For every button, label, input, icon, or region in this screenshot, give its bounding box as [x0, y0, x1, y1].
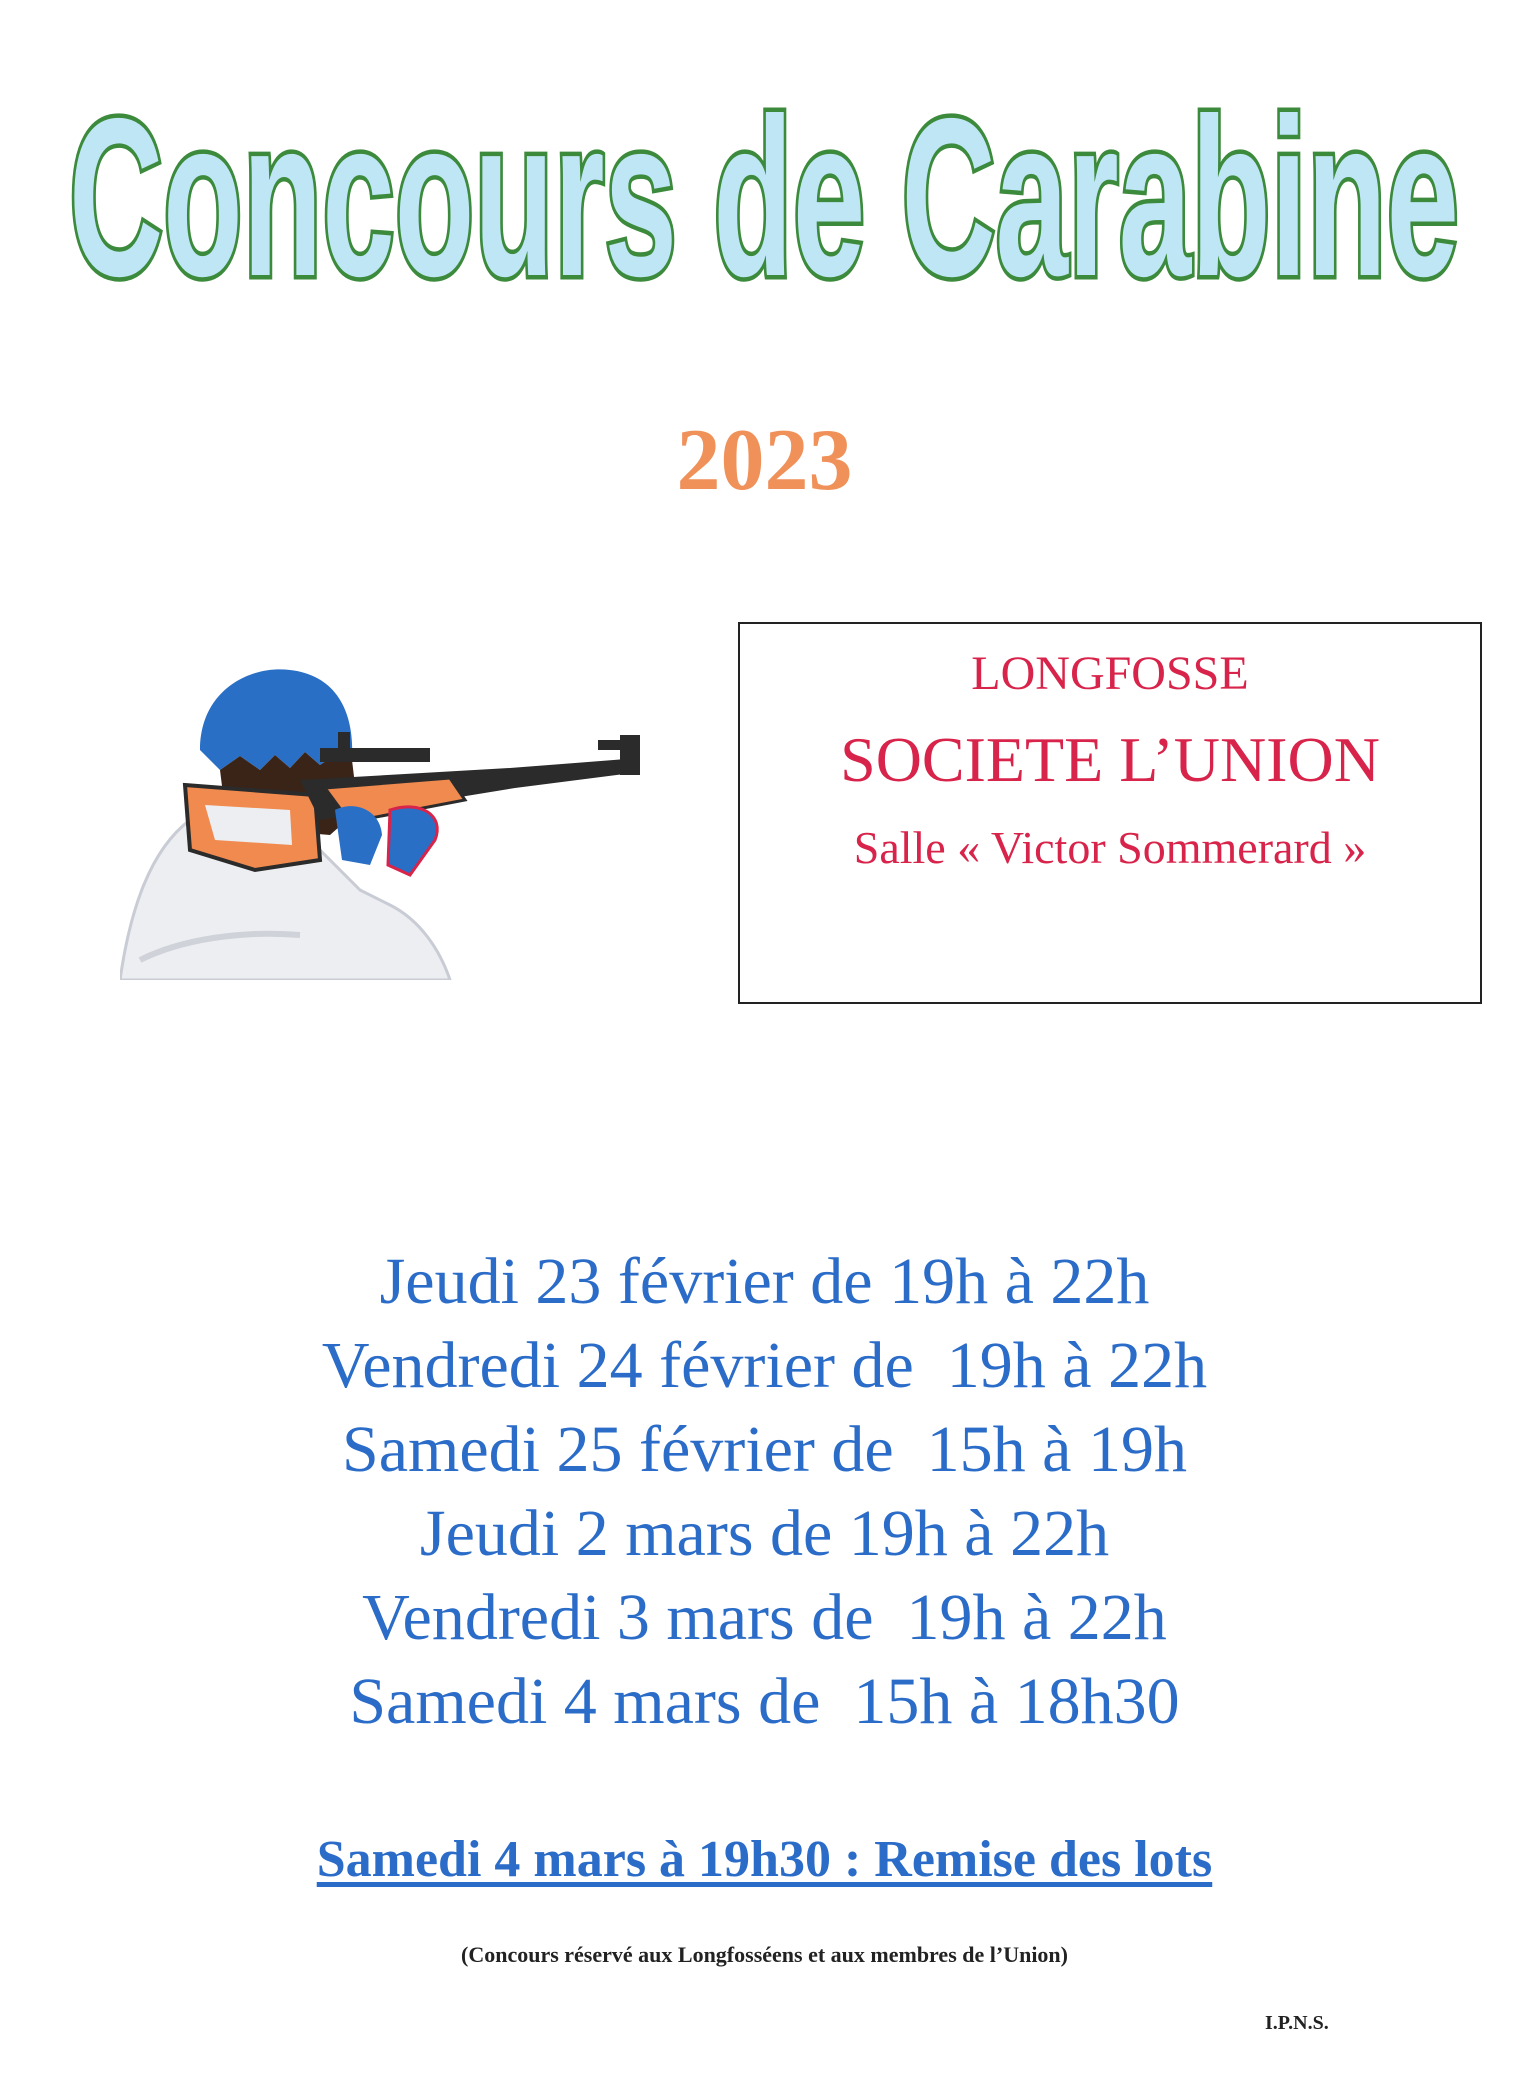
- venue-society: SOCIETE L’UNION: [840, 724, 1380, 795]
- poster-year: 2023: [676, 412, 853, 509]
- schedule-item: Vendredi 24 février de 19h à 22h: [321, 1329, 1208, 1402]
- schedule-item: Vendredi 3 mars de 19h à 22h: [362, 1581, 1167, 1654]
- schedule-item: Jeudi 2 mars de 19h à 22h: [419, 1497, 1110, 1570]
- schedule-item: Jeudi 23 février de 19h à 22h: [379, 1245, 1150, 1318]
- poster-title: [0, 20, 1529, 350]
- eligibility-note: (Concours réservé aux Longfosséens et aux membres de l’Union): [461, 1942, 1068, 1967]
- rifle-shooter-icon: [120, 660, 700, 980]
- award-ceremony: Samedi 4 mars à 19h30 : Remise des lots: [316, 1831, 1213, 1888]
- schedule-item: Samedi 4 mars de 15h à 18h30: [349, 1665, 1180, 1738]
- ipns-mark: I.P.N.S.: [1265, 2012, 1329, 2034]
- schedule-list: [0, 1240, 1529, 1744]
- poster-title-text: Concours de Carabine: [69, 71, 1459, 323]
- venue-box: [738, 622, 1482, 1004]
- schedule-item: Samedi 25 février de 15h à 19h: [342, 1413, 1187, 1486]
- venue-hall: Salle « Victor Sommerard »: [853, 822, 1367, 873]
- venue-town: LONGFOSSE: [971, 647, 1249, 700]
